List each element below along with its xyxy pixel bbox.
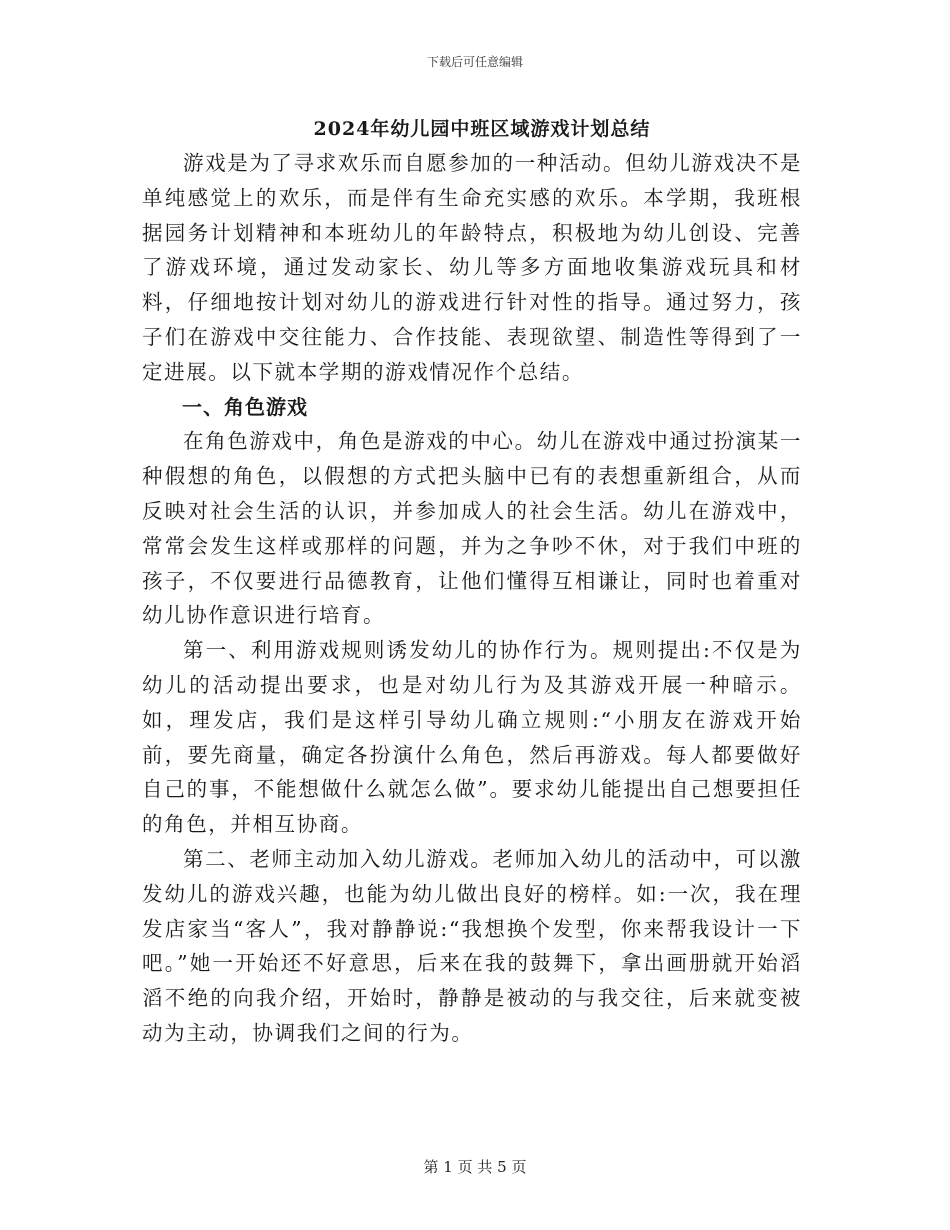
intro-paragraph: 游戏是为了寻求欢乐而自愿参加的一种活动。但幼儿游戏决不是单纯感觉上的欢乐，而是伴有生命充实感的欢乐。本学期，我班根据园务计划精神和本班幼儿的年龄特点，积极地为幼儿创设、完善了游戏环境，通过发动家长、幼儿等多方面地收集游戏玩具和材料，仔细地按计划对幼儿的游戏进行针对性的指导。通过努力，孩子们在游戏中交往能力、合作技能、表现欲望、制造性等得到了一定进展。以下就本学期的游戏情况作个总结。	[142, 151, 802, 384]
document-body	[142, 112, 802, 1051]
section-heading-role-play: 一、角色游戏	[182, 394, 308, 419]
page-number: 第 1 页 共 5 页	[423, 1158, 527, 1176]
section-paragraph: 在角色游戏中，角色是游戏的中心。幼儿在游戏中通过扮演某一种假想的角色，以假想的方式把头脑中已有的表想重新组合，从而反映对社会生活的认识，并参加成人的社会生活。幼儿在游戏中，常常会发生这样或那样的问题，并为之争吵不休，对于我们中班的孩子，不仅要进行品德教育，让他们懂得互相谦让，同时也着重对幼儿协作意识进行培育。	[142, 429, 802, 628]
header-note: 下载后可任意编辑	[426, 55, 523, 69]
section-paragraph: 第一、利用游戏规则诱发幼儿的协作行为。规则提出:不仅是为幼儿的活动提出要求，也是对幼儿行为及其游戏开展一种暗示。如，理发店，我们是这样引导幼儿确立规则:“小朋友在游戏开始前，要先商量，确定各扮演什么角色，然后再游戏。每人都要做好自己的事，不能想做什么就怎么做”。要求幼儿能提出自己想要担任的角色，并相互协商。	[142, 638, 802, 837]
document-title: 2024年幼儿园中班区域游戏计划总结	[313, 118, 651, 140]
section-paragraph: 第二、老师主动加入幼儿游戏。老师加入幼儿的活动中，可以激发幼儿的游戏兴趣，也能为幼儿做出良好的榜样。如:一次，我在理发店家当“客人”，我对静静说:“我想换个发型，你来帮我设计一下吧。”她一开始还不好意思，后来在我的鼓舞下，拿出画册就开始滔滔不绝的向我介绍，开始时，静静是被动的与我交往，后来就变被动为主动，协调我们之间的行为。	[142, 846, 802, 1045]
